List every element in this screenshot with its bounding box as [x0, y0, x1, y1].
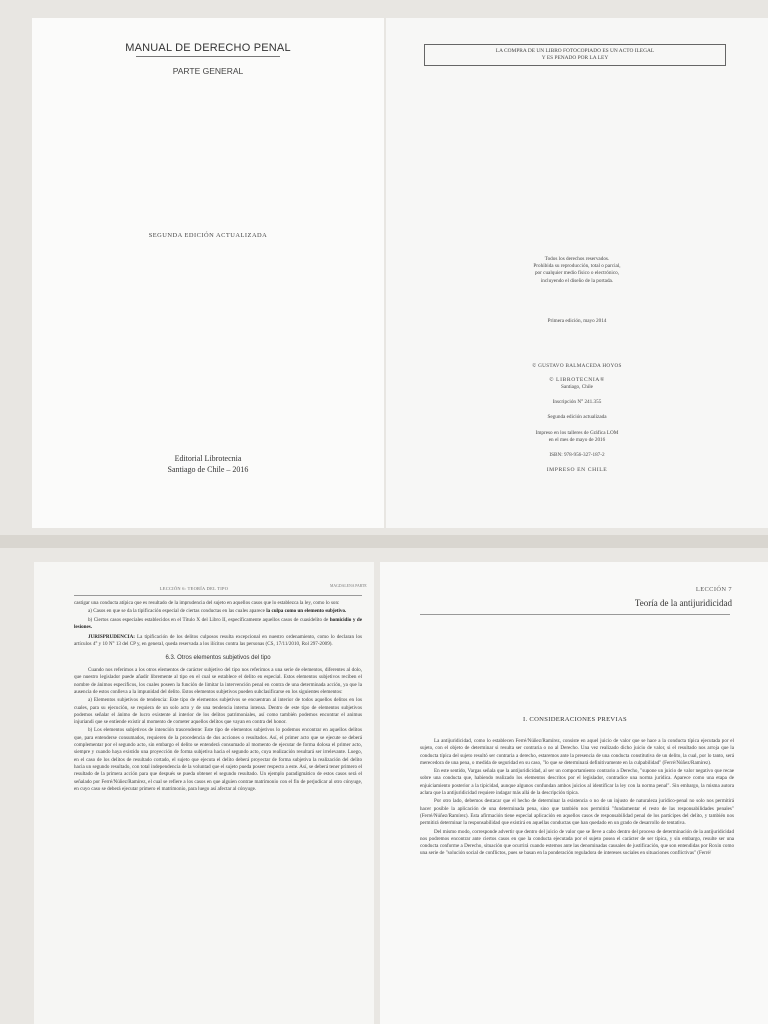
paragraph: a) Elementos subjetivos de tendencia: Este tipo de elementos subjetivos se encuentran al interior de todos aquellos delitos en los cuales, para su ejecución, se requiera de un solo acto y de una tendencia interna intensa. Dentro de este tipo de elementos subjetivos podemos señalar el ánimo de lucro existente al interior de los delitos patrimoniales, así como también podemos encontrar el animus injuriandi que se entiende existir al momento de cometer aquellos delitos que vayan en contra del honor. [74, 697, 362, 726]
rights-line: incluyendo el diseño de la portada. [540, 277, 614, 284]
legal-notice-box [424, 44, 726, 66]
printer-line2: en el mes de mayo de 2016 [548, 437, 606, 443]
book-title: MANUAL DE DERECHO PENAL [125, 42, 291, 54]
list-item-b [74, 617, 362, 632]
head-rule [74, 595, 362, 596]
imprint-name: © LIBROTECNIA® [549, 377, 605, 383]
printer-line1: Impreso en los talleres de Gráfica LOM [535, 430, 619, 436]
item-text: b) Ciertos casos especiales establecidos en el Título X del Libro II, específicamente aquellos casos de cuasidelito de [88, 616, 330, 623]
paragraph: castigar una conducta atípica que es resultado de la imprudencia del sujeto en aquellos casos que lo establezca la ley, como lo son: [74, 600, 340, 606]
edition-label: SEGUNDA EDICIÓN ACTUALIZADA [148, 232, 268, 239]
publisher-place-year: Santiago de Chile – 2016 [167, 465, 249, 474]
section-title: 6.3. Otros elementos subjetivos del tipo [165, 654, 271, 661]
paragraph: Cuando nos referimos a los otros elementos de carácter subjetivo del tipo nos referimos a una serie de elementos, diferentes al dolo, que nuestro legislador puede añadir libremente al tipo en el cual se establece el delito en especial. Estos elementos subjetivos reciben el nombre de ánimos específicos, los cuales poseen la función de limitar la intervención penal en contra de una determinada acción, ya que la ausencia de estos conlleva a la impunidad del delito. Estos elementos subjetivos pueden subclasificarse en los siguientes elementos: [74, 667, 362, 695]
jurisprudence-note [74, 634, 362, 649]
legal-notice-line2: Y ES PENADO POR LA LEY [541, 55, 609, 61]
legal-notice-line1: LA COMPRA DE UN LIBRO FOTOCOPIADO ES UN ACTO ILEGAL [495, 48, 655, 54]
lesson-title: Teoría de la antijuridicidad [634, 598, 732, 608]
paragraph: La antijuridicidad, como lo establecen Ferré/Núñez/Ramírez, consiste en aquel juicio de valor que se hace a la conducta típica ejecutada por el sujeto, con el objeto de determinar si resulta ser contraria o no al Derecho. Una vez realizado dicho juicio de valor, si el resultado nos arroja que la conducta típica del sujeto resultó ser contraria a derecho, estaremos ante la presencia de una conducta constitutiva de un delito, la cual, por lo tanto, será merecedora de una pena, o medida de seguridad en su caso, "lo que se determinará definitivamente en la culpabilidad" (Ferré/Núñez/Ramírez). [420, 738, 734, 766]
first-edition: Primera edición, mayo 2014 [547, 318, 607, 324]
author-copyright: © GUSTAVO BALMACEDA HOYOS [532, 363, 622, 369]
lesson-rule [420, 614, 730, 615]
paragraph: Del mismo modo, corresponde advertir que dentro del juicio de valor que se lleve a cabo dentro del proceso de determinación de la antijuridicidad nos podremos encontrar ante ciertos casos en que la conducta ejecutada por el sujeto posea el carácter de ser típica, y sin embargo, resulte ser una conducta conforme a Derecho, situación que ocurrirá cuando estemos ante las denominadas causales de justificación, que son entendidas por Roxin como una serie de "solución social de conflictos, pues se basan en la ponderación reguladora de intereses sociales en situaciones conflictivas" (Ferré/ [420, 828, 734, 857]
paragraph: Por otro lado, debemos destacar que el hecho de determinar la existencia o no de un injusto de naturaleza jurídico-penal no solo nos permitirá hacer posible la aplicación de una determinada pena, sino que también nos permitirá "fundamentar el resto de las responsabilidades penales" (Ferré/Núñez/Ramírez). Esta afirmación tiene especial aplicación en aquellos casos de responsabilidad penal de los partícipes del delito, y también nos permitirá determinar la responsabilidad que existirá en aquellas conductas que han quedado en un grado de desarrollo de tentativa. [420, 798, 734, 827]
text-page-left [34, 562, 374, 1024]
text-page-right [380, 562, 768, 1024]
section-heading: I. CONSIDERACIONES PREVIAS [523, 716, 627, 723]
printed-in: IMPRESO EN CHILE [546, 467, 608, 473]
jurisprudence-text: La tipificación de los delitos culposos resulta excepcional en nuestro ordenamiento, como lo declaran los artículos 4° y 10 N° 13 del CP y, en general, queda reservada a los ilícitos contra las personas (CS, 17/11/2010, Rol 297-2009). [74, 634, 362, 648]
lesson-label: LECCIÓN 7 [695, 586, 732, 593]
list-item-a [74, 608, 362, 615]
copyright-page [386, 18, 768, 528]
page4-body [420, 738, 734, 859]
running-head-right: MAGDALENA PARTE [330, 584, 367, 588]
paragraph: En este sentido, Vargas señala que la antijuridicidad, al ser un comportamiento contrario a Derecho, "supone un juicio de valor negativo que recae sobre una conducta que, habiendo realizado los elementos descritos por el legislador, contradice una norma jurídica. Aparece como una etapa de enjuiciamiento posterior a la tipicidad, aunque algunos confundan ambos juicios al identificar la ley con la norma penal". Sin embargo, la misma autora aclara que la antijuridicidad requiere indagar más allá de la descripción típica. [420, 768, 734, 797]
imprint-city: Santiago, Chile [561, 384, 593, 390]
rights-line: Prohibida su reproducción, total o parcial, [533, 263, 621, 270]
book-subtitle: PARTE GENERAL [172, 66, 244, 76]
jurisprudence-label: JURISPRUDENCIA: [88, 634, 135, 641]
title-rule [136, 56, 280, 57]
registration-number: Inscripción N° 241.355 [552, 399, 602, 405]
title-page [32, 18, 384, 528]
rights-block [386, 256, 768, 285]
rights-line: por cualquier medio físico o electrónico, [534, 270, 620, 277]
item-bold: la culpa como un elemento subjetivo. [266, 608, 347, 615]
running-head: LECCIÓN 6: TEORÍA DEL TIPO [159, 586, 229, 591]
rights-line: Todos los derechos reservados. [544, 256, 610, 262]
isbn: ISBN: 978-956-327-187-2 [549, 452, 605, 458]
item-text: a) Casos en que se da la tipificación especial de ciertas conductas en las cuales aparece [88, 608, 267, 615]
paragraph: b) Los elementos subjetivos de intención trascendente: Este tipo de elementos subjetivos lo podemos encontrar en aquellos delitos que, para entenderse consumados, requieren de la procedencia de dos acciones o resultados. Así, el primer acto que se ejecute se deberá complementar por el segundo acto, sin embargo el delito se entenderá consumado al momento de ejecutar de forma dolosa el primer acto, siempre y cuando haya existido una proyección de forma subjetiva hacia el segundo acto, cuya realización resultará ser irrelevante. Luego, en el caso de los delitos de resultado cortado, el sujeto que ejecuta el delito deberá proyectar de forma subjetiva la realización del delito hacia un segundo resultado, con total independencia de la voluntad que el sujeto pueda poseer respecto a este. Así, se deberá tener primero el resultado de la primera acción para que después se pueda obtener el segundo resultado. Un ejemplo paradigmático de estos casos será el señalado por Ferré/Núñez/Ramírez, el cual se refiere a los casos en que alguien contrae matrimonio con el fin de perjudicar al otro cónyuge, en cuyo caso se deberá ejecutar primero el matrimonio, para luego así afectar al cónyuge. [74, 727, 362, 792]
item-bold: homicidio y de lesiones. [74, 616, 362, 630]
publisher-name: Editorial Librotecnia [174, 454, 242, 463]
page3-body [74, 600, 362, 794]
second-edition: Segunda edición actualizada [547, 414, 607, 420]
